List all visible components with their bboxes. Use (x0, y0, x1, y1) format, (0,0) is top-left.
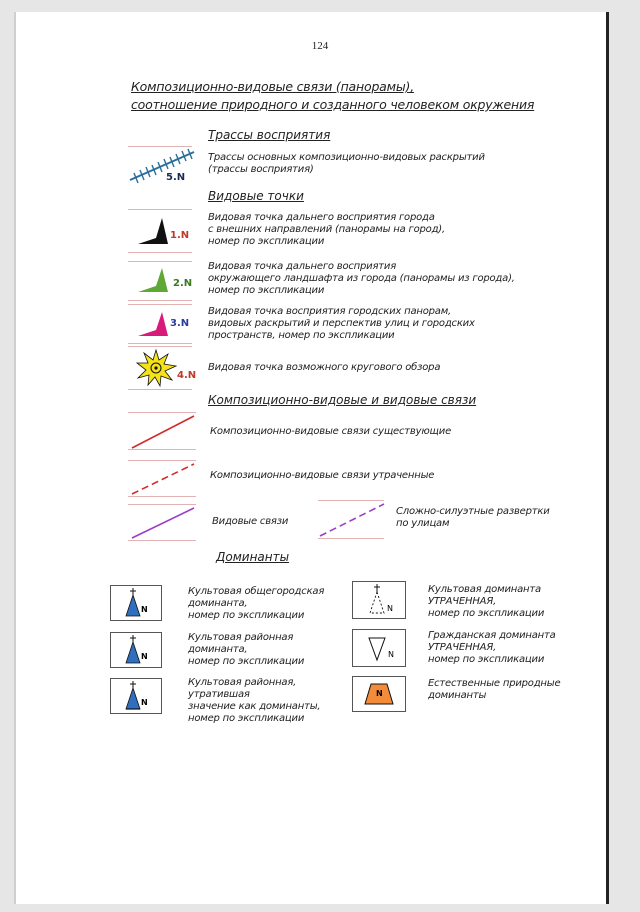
viewpoint-3-line-2: видовых раскрытий и перспектив улиц и городских (208, 318, 475, 329)
divider (128, 300, 192, 301)
dominant-city-line-2: доминанта, (188, 598, 248, 609)
church-dashed-icon (353, 582, 405, 618)
viewpoint-4-code: 4.N (177, 370, 197, 381)
lost-link-line (128, 460, 198, 498)
divider (128, 389, 192, 390)
church-blue-icon (111, 633, 161, 667)
divider (128, 343, 192, 344)
church-outline-icon (111, 679, 161, 713)
divider (128, 346, 192, 347)
viewpoint-1-icon (134, 214, 174, 250)
viewpoint-3-line-3: пространств, номер по экспликации (208, 330, 395, 341)
viewpoint-2-line-2: окружающего ландшафта из города (панорамы из города), (208, 273, 515, 284)
dominant-former-line-3: значение как доминанты, (188, 701, 321, 712)
route-code: 5.N (166, 172, 186, 183)
viewpoint-4-line-1: Видовая точка возможного кругового обзора (208, 362, 441, 373)
viewpoint-1-code: 1.N (170, 230, 190, 241)
viewpoint-3-icon (134, 308, 174, 342)
dominant-natural-box (352, 676, 406, 712)
dominant-former-box (110, 678, 162, 714)
dominant-district-box (110, 632, 162, 668)
dominant-lost-religious-line-2: УТРАЧЕННАЯ, (428, 596, 497, 607)
divider (128, 304, 192, 305)
church-blue-icon (111, 586, 161, 620)
viewpoint-3-code: 3.N (170, 318, 190, 329)
viewpoint-4-sun-icon (134, 348, 178, 388)
dominant-natural-line-1: Естественные природные (428, 678, 561, 689)
dominant-lost-religious-letter: N (387, 604, 393, 613)
divider (128, 209, 192, 210)
title-line-1: Композиционно-видовые связи (панорамы), (131, 79, 414, 94)
route-text-1: Трассы основных композиционно-видовых раскрытий (208, 152, 485, 163)
inverted-triangle-icon (353, 630, 405, 666)
dominant-former-line-1: Культовая районная, (188, 677, 297, 688)
section-dominants: Доминанты (216, 550, 290, 564)
existing-link-label: Композиционно-видовые связи существующие (210, 426, 452, 437)
dominant-lost-civil-line-1: Гражданская доминанта (428, 630, 556, 641)
dominant-former-line-4: номер по экспликации (188, 713, 305, 724)
dominant-district-line-1: Культовая районная (188, 632, 294, 643)
dominant-lost-civil-letter: N (388, 650, 394, 659)
dominant-district-letter: N (141, 652, 148, 661)
viewpoint-2-code: 2.N (173, 278, 193, 289)
visual-link-label: Видовые связи (212, 516, 289, 527)
viewpoint-2-line-1: Видовая точка дальнего восприятия (208, 261, 397, 272)
silhouette-line (316, 500, 388, 540)
dominant-city-letter: N (141, 605, 148, 614)
dominant-lost-civil-line-2: УТРАЧЕННАЯ, (428, 642, 497, 653)
dominant-natural-line-2: доминанты (428, 690, 487, 701)
divider (128, 252, 192, 253)
viewpoint-2-icon (134, 264, 174, 298)
silhouette-label-1: Сложно-силуэтные развертки (396, 506, 550, 517)
dominant-natural-letter: N (376, 689, 383, 698)
scan-edge (14, 12, 16, 904)
dominant-city-line-3: номер по экспликации (188, 610, 305, 621)
route-text-2: (трассы восприятия) (208, 164, 314, 175)
title-line-2: соотношение природного и созданного человеком окружения (131, 97, 535, 112)
viewpoint-1-line-2: с внешних направлений (панорамы на город), (208, 224, 445, 235)
route-symbol (126, 146, 206, 190)
document-page (14, 12, 609, 904)
dominant-former-line-2: утратившая (188, 689, 250, 700)
dominant-district-line-2: доминанта, (188, 644, 248, 655)
dominant-former-letter: N (141, 698, 148, 707)
divider (128, 261, 192, 262)
dominant-city-line-1: Культовая общегородская (188, 586, 325, 597)
dominant-lost-religious-line-1: Культовая доминанта (428, 584, 541, 595)
dominant-lost-religious-line-3: номер по экспликации (428, 608, 545, 619)
viewpoint-1-line-3: номер по экспликации (208, 236, 325, 247)
lost-link-label: Композиционно-видовые связи утраченные (210, 470, 435, 481)
viewpoint-1-line-1: Видовая точка дальнего восприятия города (208, 212, 435, 223)
visual-link-line (128, 504, 198, 542)
dominant-lost-civil-line-3: номер по экспликации (428, 654, 545, 665)
section-links: Композиционно-видовые и видовые связи (208, 393, 477, 407)
section-viewpoints: Видовые точки (208, 189, 304, 203)
dominant-district-line-3: номер по экспликации (188, 656, 305, 667)
existing-link-line (128, 412, 198, 452)
dominant-lost-civil-box (352, 629, 406, 667)
dominant-lost-religious-box (352, 581, 406, 619)
page-number: 124 (311, 40, 329, 52)
viewpoint-2-line-3: номер по экспликации (208, 285, 325, 296)
silhouette-label-2: по улицам (396, 518, 450, 529)
viewpoint-3-line-1: Видовая точка восприятия городских панорам, (208, 306, 452, 317)
section-routes: Трассы восприятия (208, 128, 331, 142)
dominant-city-box (110, 585, 162, 621)
